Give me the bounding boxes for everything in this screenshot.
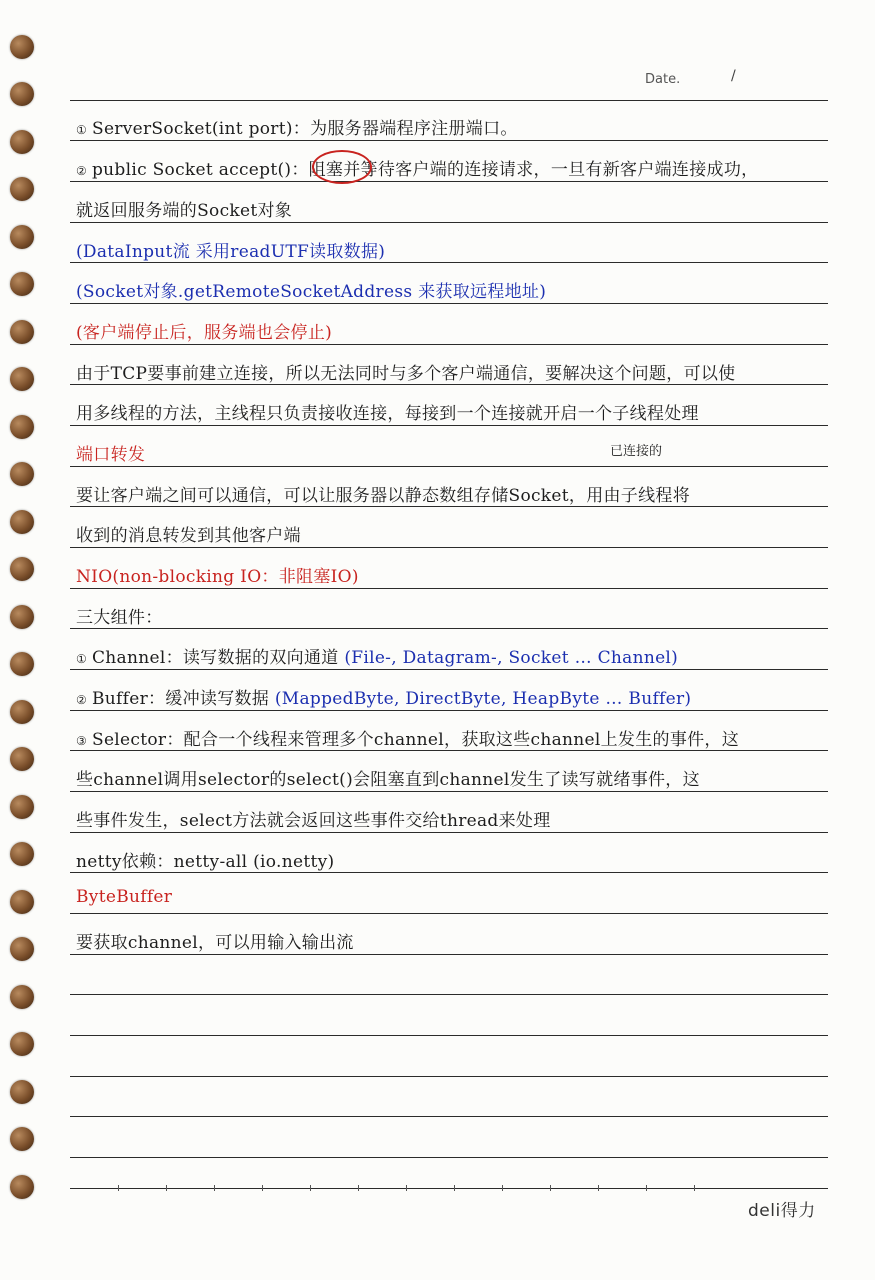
binder-hole: [10, 367, 34, 391]
note-line: ByteBuffer: [76, 887, 173, 907]
binder-hole: [10, 937, 34, 961]
note-line: ① ServerSocket(int port)：为服务器端程序注册端口。: [76, 119, 518, 139]
ruled-line: [70, 303, 828, 304]
ruled-line: [70, 1035, 828, 1036]
note-line: netty依赖：netty-all (io.netty): [76, 852, 335, 872]
ruled-line: [70, 222, 828, 223]
ruled-line: [70, 384, 828, 385]
ruled-line: [70, 181, 828, 182]
ruled-line: [70, 344, 828, 345]
binder-hole: [10, 320, 34, 344]
date-separator: /: [731, 68, 736, 84]
binder-hole: [10, 605, 34, 629]
note-line: 些channel调用selector的select()会阻塞直到channel发生了读写就绪事件，这: [76, 770, 700, 790]
note-line: (DataInput流 采用readUTF读取数据): [76, 242, 386, 262]
brand-logo: deli得力: [748, 1201, 816, 1221]
note-line: 端口转发: [76, 445, 146, 465]
note-line: 用多线程的方法，主线程只负责接收连接，每接到一个连接就开启一个子线程处理: [76, 404, 699, 424]
binder-hole: [10, 1175, 34, 1199]
note-line: ② Buffer：缓冲读写数据 (MappedByte, DirectByte, HeapByte … Buffer): [76, 689, 692, 709]
ruled-line: [70, 506, 828, 507]
binder-hole: [10, 1032, 34, 1056]
note-line: ① Channel：读写数据的双向通道 (File-, Datagram-, Socket … Channel): [76, 648, 679, 668]
ruled-line: [70, 710, 828, 711]
binder-hole: [10, 177, 34, 201]
binder-hole: [10, 415, 34, 439]
ruled-line: [70, 1116, 828, 1117]
note-line: 三大组件：: [76, 608, 163, 628]
ruled-line: [70, 832, 828, 833]
binder-hole: [10, 462, 34, 486]
ruled-line: [70, 547, 828, 548]
ruled-line: [70, 669, 828, 670]
note-line: 要获取channel，可以用输入输出流: [76, 933, 354, 953]
ruled-line: [70, 1157, 828, 1158]
note-line: 些事件发生，select方法就会返回这些事件交给thread来处理: [76, 811, 551, 831]
binder-hole: [10, 700, 34, 724]
binder-hole: [10, 510, 34, 534]
ruled-line: [70, 872, 828, 873]
ruled-line: [70, 791, 828, 792]
note-line: (Socket对象.getRemoteSocketAddress 来获取远程地址): [76, 282, 547, 302]
ruled-line: [70, 262, 828, 263]
note-line: ③ Selector：配合一个线程来管理多个channel，获取这些channel上发生的事件，这: [76, 730, 740, 750]
bottom-ruler-ticks: [70, 1185, 830, 1195]
binder-hole: [10, 795, 34, 819]
binder-hole: [10, 890, 34, 914]
ruled-line: [70, 588, 828, 589]
ruled-line: [70, 994, 828, 995]
ruled-line: [70, 913, 828, 914]
binder-hole: [10, 130, 34, 154]
binder-hole: [10, 557, 34, 581]
binder-hole: [10, 82, 34, 106]
binder-holes: [10, 30, 40, 1230]
ruled-line: [70, 466, 828, 467]
binder-hole: [10, 747, 34, 771]
binder-hole: [10, 1080, 34, 1104]
ruled-line: [70, 750, 828, 751]
ruled-line: [70, 954, 828, 955]
note-line: 就返回服务端的Socket对象: [76, 201, 293, 221]
note-line: (客户端停止后，服务端也会停止): [76, 323, 333, 343]
ruled-line: [70, 425, 828, 426]
note-line: ② public Socket accept()：阻塞并等待客户端的连接请求，一旦有新客户端连接成功，: [76, 160, 759, 180]
binder-hole: [10, 35, 34, 59]
ruled-line: [70, 628, 828, 629]
ruled-line: [70, 100, 828, 101]
note-line: 由于TCP要事前建立连接，所以无法同时与多个客户端通信，要解决这个问题，可以使: [76, 364, 736, 384]
date-label: Date.: [645, 72, 681, 87]
binder-hole: [10, 985, 34, 1009]
note-line: 要让客户端之间可以通信，可以让服务器以静态数组存储Socket，用由子线程将: [76, 486, 690, 506]
circled-word-mark: [312, 150, 372, 184]
ruled-line: [70, 1076, 828, 1077]
note-line: 收到的消息转发到其他客户端: [76, 526, 301, 546]
binder-hole: [10, 272, 34, 296]
binder-hole: [10, 842, 34, 866]
binder-hole: [10, 225, 34, 249]
margin-annotation: 已连接的: [610, 444, 663, 459]
note-line: NIO(non-blocking IO：非阻塞IO): [76, 567, 359, 587]
binder-hole: [10, 1127, 34, 1151]
ruled-line: [70, 140, 828, 141]
binder-hole: [10, 652, 34, 676]
